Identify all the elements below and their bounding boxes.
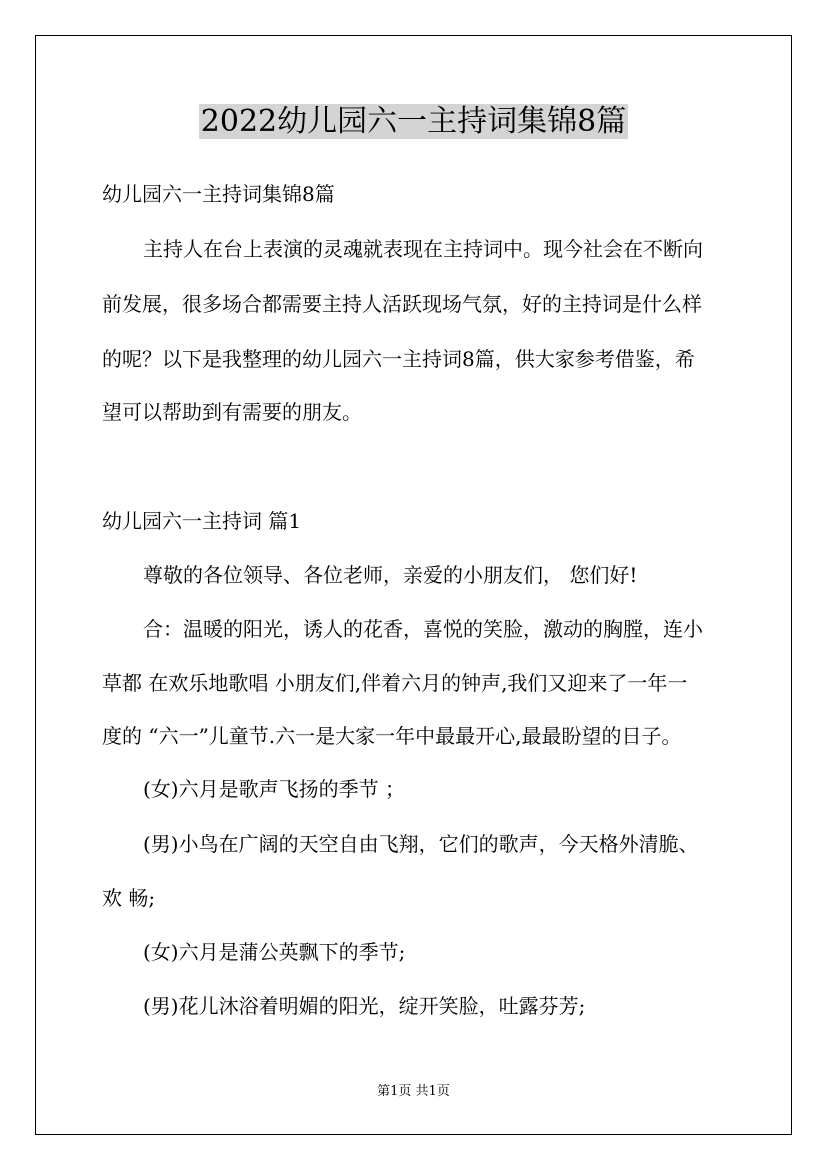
- intro-line: 前发展，很多场合都需要主持人活跃现场气氛，好的主持词是什么样: [102, 292, 702, 316]
- section-heading: 幼儿园六一主持词 篇1: [102, 509, 302, 533]
- document-subtitle: 幼儿园六一主持词集锦8篇: [102, 182, 335, 206]
- body-line: (女)六月是蒲公英飘下的季节;: [143, 940, 406, 964]
- intro-line: 望可以帮助到有需要的朋友。: [102, 400, 362, 424]
- body-line: (男)小鸟在广阔的天空自由飞翔，它们的歌声，今天格外清脆、: [143, 832, 699, 856]
- body-line: 欢 畅;: [102, 886, 156, 910]
- document-title: 2022幼儿园六一主持词集锦8篇: [200, 104, 627, 139]
- intro-line: 主持人在台上表演的灵魂就表现在主持词中。现今社会在不断向: [143, 237, 703, 261]
- intro-line: 的呢？以下是我整理的幼儿园六一主持词8篇，供大家参考借鉴，希: [102, 347, 695, 371]
- body-line: 合：温暖的阳光，诱人的花香，喜悦的笑脸，激动的胸膛，连小: [143, 617, 703, 641]
- body-line: 度的 “六一”儿童节.六一是大家一年中最最开心,最最盼望的日子。: [102, 724, 682, 748]
- page-footer: 第1页 共1页: [377, 1084, 450, 1099]
- body-line: (女)六月是歌声飞扬的季节 ；: [143, 777, 405, 801]
- body-line: (男)花儿沐浴着明媚的阳光，绽开笑脸，吐露芬芳;: [143, 994, 586, 1018]
- body-line: 草都 在欢乐地歌唱 小朋友们,伴着六月的钟声,我们又迎来了一年一: [102, 671, 688, 695]
- body-line: 尊敬的各位领导、各位老师，亲爱的小朋友们， 您们好!: [143, 563, 638, 587]
